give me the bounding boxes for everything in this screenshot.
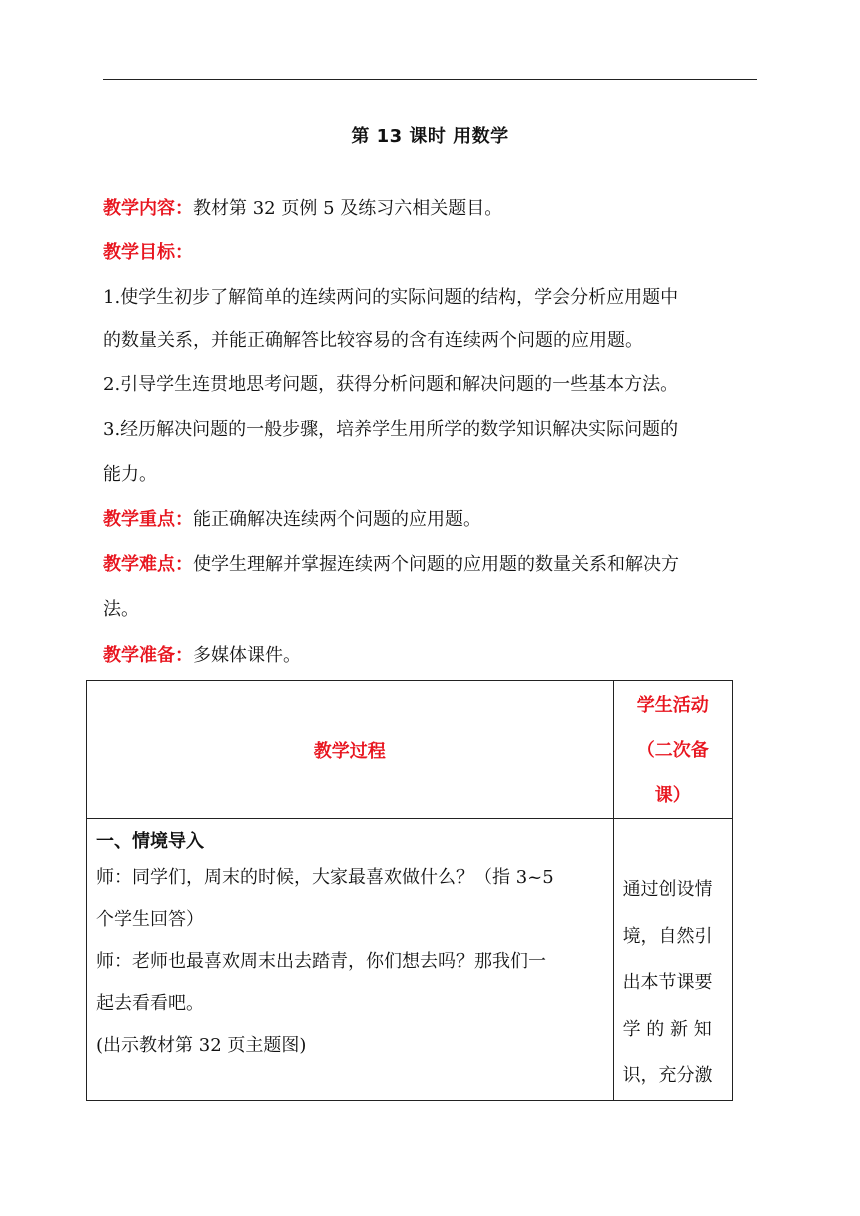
key-point-text: 能正确解决连续两个问题的应用题。 — [193, 509, 481, 530]
difficulty-line-2: 法。 — [103, 599, 139, 620]
header-side-line-1: 学生活动 — [636, 695, 709, 716]
preparation-label: 教学准备： — [103, 645, 193, 666]
objective-3-line-1: 3.经历解决问题的一般步骤，培养学生用所学的数学知识解决实际问题的 — [103, 419, 679, 440]
paragraph-2-line-2: 起去看看吧。 — [96, 993, 204, 1014]
header-side-line-2: （二次备 — [636, 740, 709, 761]
side-line-3: 出本节课要 — [622, 972, 713, 993]
header-rule — [103, 79, 757, 80]
objective-2: 2.引导学生连贯地思考问题，获得分析问题和解决问题的一些基本方法。 — [103, 374, 679, 395]
paragraph-1-line-2: 个学生回答） — [96, 909, 204, 930]
side-line-5: 识，充分激 — [622, 1065, 713, 1086]
preparation-text: 多媒体课件。 — [193, 645, 301, 666]
difficulty-text: 使学生理解并掌握连续两个问题的应用题的数量关系和解决方 — [193, 554, 679, 575]
process-cell — [87, 819, 614, 1101]
side-line-4: 学 的 新 知 — [622, 1018, 712, 1040]
header-side-line-3: 课） — [654, 785, 691, 806]
paragraph-3: (出示教材第 32 页主题图) — [96, 1035, 307, 1056]
difficulty-line-1 — [103, 553, 763, 577]
objectives-label: 教学目标： — [103, 242, 193, 263]
page-title: 第 13 课时 用数学 — [351, 126, 509, 147]
paragraph-1-line-1: 师：同学们，周末的时候，大家最喜欢做什么？（指 3~5 — [96, 867, 554, 888]
process-table — [86, 680, 733, 1101]
objective-3-line-2: 能力。 — [103, 464, 157, 485]
objectives-heading — [103, 241, 763, 265]
table-row — [87, 819, 733, 1101]
objective-1-line-1: 1.使学生初步了解简单的连续两问的实际问题的结构，学会分析应用题中 — [103, 287, 679, 308]
side-line-2: 境，自然引 — [622, 925, 713, 947]
content-label: 教学内容： — [103, 198, 193, 219]
difficulty-label: 教学难点： — [103, 554, 193, 575]
side-line-1: 通过创设情 — [622, 879, 713, 900]
header-student-activity — [613, 681, 732, 819]
preparation-line — [103, 644, 763, 668]
key-point-label: 教学重点： — [103, 509, 193, 530]
content-text: 教材第 32 页例 5 及练习六相关题目。 — [193, 198, 503, 219]
activity-cell — [613, 819, 732, 1101]
key-point-line — [103, 508, 763, 532]
content-line — [103, 197, 763, 221]
section-title: 一、情境导入 — [96, 831, 204, 852]
objective-1-line-2: 的数量关系，并能正确解答比较容易的含有连续两个问题的应用题。 — [103, 330, 643, 351]
header-process: 教学过程 — [87, 681, 614, 819]
paragraph-2-line-1: 师：老师也最喜欢周末出去踏青，你们想去吗？那我们一 — [96, 951, 546, 972]
table-header-row — [87, 681, 733, 819]
